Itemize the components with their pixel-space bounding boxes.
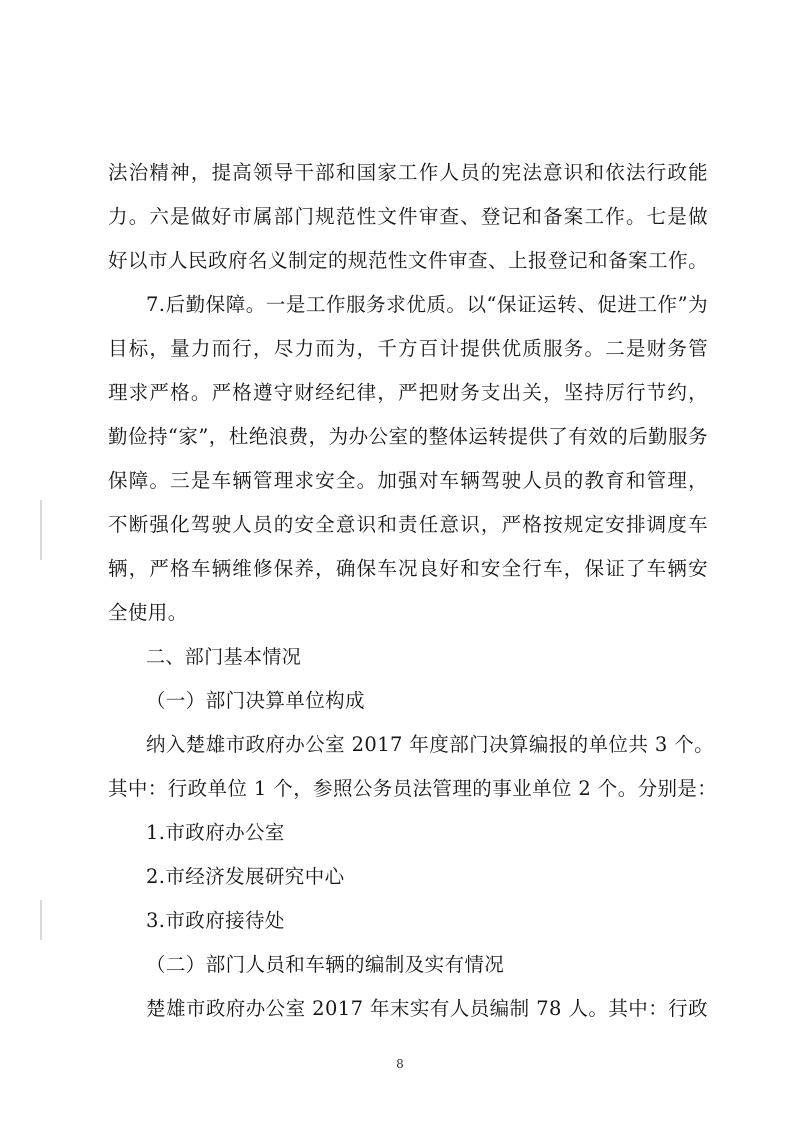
scan-edge-mark [40,900,42,940]
body-text-line: 其中：行政单位 1 个，参照公务员法管理的事业单位 2 个。分别是： [108,777,718,800]
body-text-line: 勤俭持“家”，杜绝浪费，为办公室的整体运转提供了有效的后勤服务 [108,425,708,448]
subsection-heading: （一）部门决算单位构成 [146,689,365,712]
body-text-line: 全使用。 [108,601,188,624]
body-text-line: 好以市人民政府名义制定的规范性文件审查、上报登记和备案工作。 [108,249,708,272]
list-item: 1.市政府办公室 [146,821,285,844]
body-text-line: 辆，严格车辆维修保养，确保车况良好和安全行车，保证了车辆安 [108,557,708,580]
body-text-line: 楚雄市政府办公室 2017 年末实有人员编制 78 人。其中：行政 [146,997,708,1020]
body-text-line: 力。六是做好市属部门规范性文件审查、登记和备案工作。七是做 [108,205,708,228]
body-text-line: 纳入楚雄市政府办公室 2017 年度部门决算编报的单位共 3 个。 [146,733,715,756]
scan-edge-mark [40,500,42,560]
body-text-line: 不断强化驾驶人员的安全意识和责任意识，严格按规定安排调度车 [108,513,708,536]
body-text-line: 法治精神，提高领导干部和国家工作人员的宪法意识和依法行政能 [108,161,708,184]
subsection-heading: （二）部门人员和车辆的编制及实有情况 [146,953,505,976]
body-text-line: 目标，量力而行，尽力而为，千方百计提供优质服务。二是财务管 [108,337,708,360]
body-text-line: 理求严格。严格遵守财经纪律，严把财务支出关，坚持厉行节约， [108,381,708,404]
section-heading: 二、部门基本情况 [146,646,302,668]
section-paragraph-start: 7.后勤保障。一是工作服务求优质。以“保证运转、促进工作”为 [146,293,708,316]
list-item: 3.市政府接待处 [146,909,285,932]
page-number: 8 [396,1057,404,1071]
body-text-line: 保障。三是车辆管理求安全。加强对车辆驾驶人员的教育和管理， [108,469,708,492]
list-item: 2.市经济发展研究中心 [146,865,345,888]
